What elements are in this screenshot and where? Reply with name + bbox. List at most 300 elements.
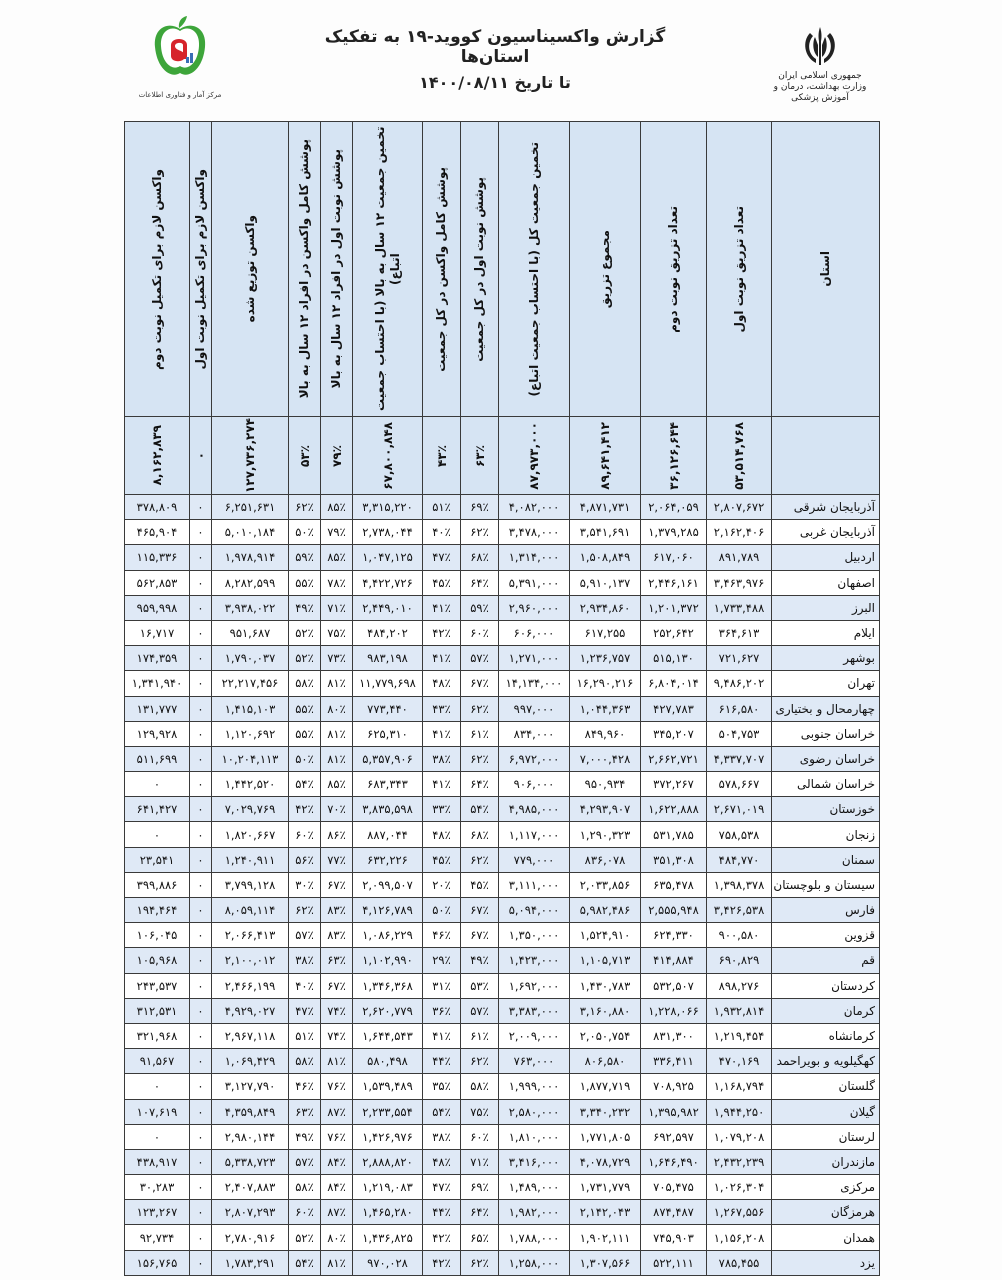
table-row [125, 671, 880, 696]
table-cell: ۹۸۳,۱۹۸ [353, 646, 423, 671]
table-cell: ۱,۴۳۶,۸۲۵ [353, 1225, 423, 1250]
table-cell: ۴,۹۲۹,۰۲۷ [212, 998, 289, 1023]
table-cell: ۵۱٪ [289, 1023, 321, 1048]
table-cell: ۶۳٪ [321, 948, 353, 973]
table-cell: ۳,۵۴۱,۶۹۱ [570, 520, 641, 545]
table-cell: ۱,۵۲۴,۹۱۰ [570, 923, 641, 948]
table-row [125, 948, 880, 973]
table-cell: ۷۶٪ [321, 1074, 353, 1099]
table-cell: ۵۱۱,۶۹۹ [125, 746, 190, 771]
table-cell: ۱۰,۲۰۴,۱۱۳ [212, 746, 289, 771]
table-cell: ۱,۲۵۸,۰۰۰ [499, 1250, 570, 1275]
table-cell: ۸۳٪ [321, 898, 353, 923]
table-cell: ۱۰۵,۹۶۸ [125, 948, 190, 973]
table-cell: ۵۴٪ [289, 1250, 321, 1275]
table-cell: ۰ [190, 1124, 212, 1149]
table-cell: ۷۴٪ [321, 998, 353, 1023]
table-cell: ۰ [190, 973, 212, 998]
table-cell: ۴۱٪ [423, 646, 461, 671]
table-cell: ۱,۱۰۲,۹۹۰ [353, 948, 423, 973]
table-cell: ۳,۴۷۸,۰۰۰ [499, 520, 570, 545]
table-cell: ۸۱٪ [321, 1049, 353, 1074]
table-cell: ۴,۲۹۳,۹۰۷ [570, 797, 641, 822]
table-cell: ۱,۹۷۸,۹۱۴ [212, 545, 289, 570]
table-cell: ۵۹٪ [289, 545, 321, 570]
table-cell: ۱,۵۰۸,۸۴۹ [570, 545, 641, 570]
table-cell: ۰ [190, 671, 212, 696]
table-cell: ۶۲٪ [289, 898, 321, 923]
table-row [125, 898, 880, 923]
table-cell: ۱,۳۷۹,۲۸۵ [641, 520, 707, 545]
table-cell: ۰ [190, 923, 212, 948]
table-cell: ۴۷۰,۱۶۹ [707, 1049, 772, 1074]
province-name: قم [772, 948, 880, 973]
table-cell: ۸۸۷,۰۴۴ [353, 822, 423, 847]
table-cell: ۱,۹۰۲,۱۱۱ [570, 1225, 641, 1250]
province-name: خوزستان [772, 797, 880, 822]
table-cell: ۵۴٪ [423, 1099, 461, 1124]
table-cell: ۶۷٪ [461, 671, 499, 696]
table-cell: ۷۴٪ [321, 1023, 353, 1048]
table-cell: ۳,۹۳۸,۰۲۲ [212, 595, 289, 620]
ministry-text: وزارت بهداشت، درمان و آموزش پزشکی [773, 82, 867, 103]
table-cell: ۶۴۱,۴۲۷ [125, 797, 190, 822]
column-header [289, 122, 321, 417]
table-cell: ۲,۴۰۷,۸۸۳ [212, 1175, 289, 1200]
table-cell: ۶۸٪ [461, 822, 499, 847]
table-cell: ۱۶,۷۱۷ [125, 620, 190, 645]
table-cell: ۶۰٪ [289, 822, 321, 847]
report-date: تا تاریخ ۱۴۰۰/۰۸/۱۱ [419, 73, 571, 92]
table-cell: ۲,۹۶۷,۱۱۸ [212, 1023, 289, 1048]
table-cell: ۳,۱۶۰,۸۸۰ [570, 998, 641, 1023]
table-cell: ۱۱,۷۷۹,۶۹۸ [353, 671, 423, 696]
table-cell: ۱,۱۶۸,۷۹۴ [707, 1074, 772, 1099]
table-cell: ۰ [190, 1225, 212, 1250]
table-cell: ۵۸٪ [289, 1049, 321, 1074]
total-cell [772, 417, 880, 495]
total-value: ۶۳٪ [472, 444, 487, 467]
table-cell: ۱,۲۶۷,۵۵۶ [707, 1200, 772, 1225]
total-cell [570, 417, 641, 495]
table-cell: ۴۴٪ [423, 1049, 461, 1074]
table-cell: ۱,۸۷۷,۷۱۹ [570, 1074, 641, 1099]
table-cell: ۱,۴۶۵,۲۸۰ [353, 1200, 423, 1225]
table-cell: ۶۱۶,۵۸۰ [707, 696, 772, 721]
table-cell: ۱,۰۶۹,۴۲۹ [212, 1049, 289, 1074]
total-value: ۴۳٪ [434, 444, 449, 467]
table-cell: ۸۳۶,۰۷۸ [570, 847, 641, 872]
table-row [125, 772, 880, 797]
table-cell: ۵۵٪ [289, 570, 321, 595]
table-cell: ۰ [190, 847, 212, 872]
province-name: همدان [772, 1225, 880, 1250]
table-cell: ۶۸٪ [461, 545, 499, 570]
column-header-label: استان [818, 251, 832, 287]
table-cell: ۵,۹۱۰,۱۳۷ [570, 570, 641, 595]
table-cell: ۰ [190, 746, 212, 771]
table-cell: ۱۶,۲۹۰,۲۱۶ [570, 671, 641, 696]
table-cell: ۷۰٪ [321, 797, 353, 822]
table-cell: ۶۲۵,۳۱۰ [353, 721, 423, 746]
table-cell: ۲,۰۹۹,۵۰۷ [353, 872, 423, 897]
table-cell: ۲,۸۰۷,۶۷۲ [707, 495, 772, 520]
table-cell: ۲,۶۷۱,۰۱۹ [707, 797, 772, 822]
column-header [423, 122, 461, 417]
table-cell: ۴,۴۲۲,۷۲۶ [353, 570, 423, 595]
table-cell: ۷۰۸,۹۲۵ [641, 1074, 707, 1099]
table-cell: ۸۳۴,۰۰۰ [499, 721, 570, 746]
table-row [125, 696, 880, 721]
table-cell: ۸۱٪ [321, 671, 353, 696]
table-cell: ۸۳٪ [321, 923, 353, 948]
table-cell: ۶۴٪ [461, 1200, 499, 1225]
table-cell: ۴۹٪ [461, 948, 499, 973]
table-cell: ۳۱۲,۵۳۱ [125, 998, 190, 1023]
table-cell: ۴۳۸,۹۱۷ [125, 1149, 190, 1174]
table-cell: ۸۹۱,۷۸۹ [707, 545, 772, 570]
table-cell: ۱,۱۲۰,۶۹۲ [212, 721, 289, 746]
province-name: البرز [772, 595, 880, 620]
table-cell: ۱۴,۱۳۴,۰۰۰ [499, 671, 570, 696]
table-cell: ۶۹۰,۸۲۹ [707, 948, 772, 973]
total-cell [423, 417, 461, 495]
table-cell: ۴۱٪ [423, 1023, 461, 1048]
table-cell: ۴۵٪ [423, 570, 461, 595]
table-cell: ۶۱٪ [461, 1023, 499, 1048]
table-cell: ۰ [190, 797, 212, 822]
table-cell: ۱,۷۸۳,۲۹۱ [212, 1250, 289, 1275]
table-cell: ۵۷۸,۶۶۷ [707, 772, 772, 797]
table-cell: ۲۴۳,۵۳۷ [125, 973, 190, 998]
table-cell: ۱,۶۲۲,۸۸۸ [641, 797, 707, 822]
table-cell: ۵,۰۱۰,۱۸۴ [212, 520, 289, 545]
table-cell: ۱۰۶,۰۴۵ [125, 923, 190, 948]
table-cell: ۴,۱۲۶,۷۸۹ [353, 898, 423, 923]
table-cell: ۵۷٪ [461, 998, 499, 1023]
table-cell: ۷۹٪ [321, 520, 353, 545]
table-cell: ۸۴۹,۹۶۰ [570, 721, 641, 746]
table-cell: ۱۹۴,۴۶۴ [125, 898, 190, 923]
table-cell: ۱,۶۹۲,۰۰۰ [499, 973, 570, 998]
table-cell: ۱,۴۲۳,۰۰۰ [499, 948, 570, 973]
table-cell: ۲,۰۳۳,۸۵۶ [570, 872, 641, 897]
province-name: ایلام [772, 620, 880, 645]
table-cell: ۱,۹۴۴,۲۵۰ [707, 1099, 772, 1124]
table-cell: ۰ [190, 696, 212, 721]
table-cell: ۹۵۹,۹۹۸ [125, 595, 190, 620]
province-name: زنجان [772, 822, 880, 847]
table-cell: ۶۵٪ [461, 1225, 499, 1250]
table-row [125, 973, 880, 998]
table-cell: ۲,۶۲۰,۷۷۹ [353, 998, 423, 1023]
province-name: قزوین [772, 923, 880, 948]
table-cell: ۱۵۶,۷۶۵ [125, 1250, 190, 1275]
table-cell: ۴۸۴,۷۷۰ [707, 847, 772, 872]
table-cell: ۴۵٪ [461, 872, 499, 897]
column-header [641, 122, 707, 417]
table-cell: ۱,۸۱۰,۰۰۰ [499, 1124, 570, 1149]
table-cell: ۶۷٪ [321, 973, 353, 998]
table-cell: ۳۱٪ [423, 973, 461, 998]
table-cell: ۱,۰۲۶,۳۰۴ [707, 1175, 772, 1200]
table-cell: ۲,۷۳۸,۰۴۴ [353, 520, 423, 545]
table-cell: ۴۱۴,۸۸۴ [641, 948, 707, 973]
table-cell: ۱,۲۱۹,۴۵۴ [707, 1023, 772, 1048]
table-cell: ۵۳٪ [461, 973, 499, 998]
table-cell: ۱۰۷,۶۱۹ [125, 1099, 190, 1124]
table-cell: ۳,۸۳۵,۵۹۸ [353, 797, 423, 822]
table-cell: ۳۳٪ [423, 797, 461, 822]
province-name: گیلان [772, 1099, 880, 1124]
total-value: ۸,۱۶۲,۸۳۹ [150, 425, 164, 486]
table-row [125, 545, 880, 570]
table-row [125, 1250, 880, 1275]
table-cell: ۲,۶۶۲,۷۲۱ [641, 746, 707, 771]
table-cell: ۶۷٪ [321, 872, 353, 897]
column-header [353, 122, 423, 417]
column-header-label: تعداد تزریق نوبت اول [731, 205, 746, 333]
table-cell: ۱,۲۹۰,۳۲۳ [570, 822, 641, 847]
table-cell: ۶۱۷,۰۶۰ [641, 545, 707, 570]
table-cell: ۷۳٪ [321, 646, 353, 671]
total-cell [212, 417, 289, 495]
table-cell: ۱,۹۳۲,۸۱۴ [707, 998, 772, 1023]
table-cell: ۳۸٪ [423, 1124, 461, 1149]
table-cell: ۴۲٪ [423, 1250, 461, 1275]
table-cell: ۸۷۴,۴۸۷ [641, 1200, 707, 1225]
table-cell: ۱,۲۳۶,۷۵۷ [570, 646, 641, 671]
column-header [707, 122, 772, 417]
table-row [125, 595, 880, 620]
province-name: چهارمحال و بختیاری [772, 696, 880, 721]
table-cell: ۱۷۴,۳۵۹ [125, 646, 190, 671]
table-cell: ۲۵۲,۶۴۲ [641, 620, 707, 645]
table-cell: ۱,۲۲۸,۰۶۶ [641, 998, 707, 1023]
table-cell: ۵,۹۸۲,۴۸۶ [570, 898, 641, 923]
table-cell: ۷۷٪ [321, 847, 353, 872]
province-name: گلستان [772, 1074, 880, 1099]
table-cell: ۴۷٪ [423, 545, 461, 570]
table-cell: ۰ [190, 1049, 212, 1074]
table-cell: ۳,۱۱۱,۰۰۰ [499, 872, 570, 897]
table-cell: ۱,۲۰۱,۳۷۲ [641, 595, 707, 620]
table-cell: ۷۵٪ [321, 620, 353, 645]
table-cell: ۷۰۵,۴۷۵ [641, 1175, 707, 1200]
total-cell [499, 417, 570, 495]
table-cell: ۰ [190, 570, 212, 595]
table-cell: ۵۸٪ [289, 1175, 321, 1200]
table-row [125, 520, 880, 545]
table-cell: ۵۳۱,۷۸۵ [641, 822, 707, 847]
table-cell: ۷۴۵,۹۰۳ [641, 1225, 707, 1250]
table-cell: ۹۹۷,۰۰۰ [499, 696, 570, 721]
table-cell: ۶,۹۷۲,۰۰۰ [499, 746, 570, 771]
table-cell: ۰ [190, 1250, 212, 1275]
table-cell: ۶۱٪ [461, 721, 499, 746]
table-cell: ۲,۱۶۲,۴۰۶ [707, 520, 772, 545]
table-cell: ۲,۰۶۶,۴۱۳ [212, 923, 289, 948]
table-row [125, 570, 880, 595]
table-cell: ۱,۳۰۷,۵۶۶ [570, 1250, 641, 1275]
table-cell: ۱,۳۵۰,۰۰۰ [499, 923, 570, 948]
table-cell: ۴,۳۳۷,۷۰۷ [707, 746, 772, 771]
column-header [212, 122, 289, 417]
table-cell: ۹۰۰,۵۸۰ [707, 923, 772, 948]
column-header-label: واکسن لازم برای تکمیل نوبت اول [193, 168, 207, 370]
table-cell: ۵۲٪ [289, 620, 321, 645]
table-cell: ۱,۳۴۱,۹۴۰ [125, 671, 190, 696]
province-name: لرستان [772, 1124, 880, 1149]
table-cell: ۶۷٪ [461, 923, 499, 948]
table-cell: ۲,۰۰۹,۰۰۰ [499, 1023, 570, 1048]
table-cell: ۸۰٪ [321, 1225, 353, 1250]
table-row [125, 721, 880, 746]
table-cell: ۳,۴۱۶,۰۰۰ [499, 1149, 570, 1174]
table-cell: ۳۶٪ [423, 998, 461, 1023]
table-cell: ۱,۳۹۵,۹۸۲ [641, 1099, 707, 1124]
total-cell [353, 417, 423, 495]
total-cell [641, 417, 707, 495]
table-cell: ۶۳۲,۲۲۶ [353, 847, 423, 872]
table-cell: ۳۶۴,۶۱۳ [707, 620, 772, 645]
table-cell: ۱,۳۱۴,۰۰۰ [499, 545, 570, 570]
table-cell: ۷,۰۰۰,۴۲۸ [570, 746, 641, 771]
table-cell: ۲,۴۴۶,۱۶۱ [641, 570, 707, 595]
total-value: ۶۷,۸۰۰,۸۴۸ [380, 421, 395, 490]
table-cell: ۲,۸۸۸,۸۲۰ [353, 1149, 423, 1174]
table-cell: ۰ [190, 872, 212, 897]
table-cell: ۴۴٪ [423, 1200, 461, 1225]
table-cell: ۸۷٪ [321, 1200, 353, 1225]
table-cell: ۰ [190, 1149, 212, 1174]
table-cell: ۶۲٪ [461, 1250, 499, 1275]
table-cell: ۷۲۱,۶۲۷ [707, 646, 772, 671]
table-cell: ۵,۰۹۴,۰۰۰ [499, 898, 570, 923]
table-cell: ۴۶۵,۹۰۴ [125, 520, 190, 545]
province-name: بوشهر [772, 646, 880, 671]
table-cell: ۵۸٪ [461, 1074, 499, 1099]
total-cell [125, 417, 190, 495]
table-cell: ۸۳۱,۳۰۰ [641, 1023, 707, 1048]
table-cell: ۶,۸۰۴,۰۱۴ [641, 671, 707, 696]
table-cell: ۴۹٪ [289, 1124, 321, 1149]
column-header-label: پوشش کامل واکسن در افراد ۱۲ سال به بالا [297, 139, 311, 399]
table-cell: ۹۱,۵۶۷ [125, 1049, 190, 1074]
table-row [125, 1099, 880, 1124]
table-cell: ۷۶۳,۰۰۰ [499, 1049, 570, 1074]
province-name: اردبیل [772, 545, 880, 570]
table-cell: ۱,۹۹۹,۰۰۰ [499, 1074, 570, 1099]
table-cell: ۵۶۲,۸۵۳ [125, 570, 190, 595]
table-cell: ۲,۴۴۹,۰۱۰ [353, 595, 423, 620]
total-value: ۸۹,۶۴۱,۴۱۲ [598, 421, 612, 490]
total-value: ۷۹٪ [329, 444, 344, 467]
table-cell: ۴۸۴,۲۰۲ [353, 620, 423, 645]
table-cell: ۱,۲۴۰,۹۱۱ [212, 847, 289, 872]
table-cell: ۵۹٪ [461, 595, 499, 620]
table-cell: ۰ [125, 1074, 190, 1099]
table-cell: ۲,۰۶۴,۰۵۹ [641, 495, 707, 520]
province-name: سیستان و بلوچستان [772, 872, 880, 897]
table-cell: ۳۰٪ [289, 872, 321, 897]
table-cell: ۸,۲۸۲,۵۹۹ [212, 570, 289, 595]
table-cell: ۳,۷۹۹,۱۲۸ [212, 872, 289, 897]
table-cell: ۵۰٪ [423, 898, 461, 923]
table-cell: ۰ [125, 772, 190, 797]
gov-text: جمهوری اسلامی ایران [778, 71, 862, 81]
table-cell: ۶۸۳,۳۴۳ [353, 772, 423, 797]
table-cell: ۱,۷۹۰,۰۳۷ [212, 646, 289, 671]
table-cell: ۶,۲۵۱,۶۳۱ [212, 495, 289, 520]
table-cell: ۴۲٪ [289, 797, 321, 822]
table-cell: ۷۵٪ [461, 1099, 499, 1124]
province-name: فارس [772, 898, 880, 923]
table-cell: ۴۸٪ [423, 1149, 461, 1174]
table-cell: ۳۹۹,۸۸۶ [125, 872, 190, 897]
table-cell: ۶۹٪ [461, 1175, 499, 1200]
table-row [125, 620, 880, 645]
table-cell: ۴,۳۵۹,۸۴۹ [212, 1099, 289, 1124]
table-cell: ۲۰٪ [423, 872, 461, 897]
table-row [125, 646, 880, 671]
table-cell: ۳۵۱,۳۰۸ [641, 847, 707, 872]
table-cell: ۶۹۲,۵۹۷ [641, 1124, 707, 1149]
table-cell: ۷۷۹,۰۰۰ [499, 847, 570, 872]
table-cell: ۲,۵۸۰,۰۰۰ [499, 1099, 570, 1124]
table-cell: ۴۳٪ [423, 696, 461, 721]
table-cell: ۱,۰۴۷,۱۲۵ [353, 545, 423, 570]
table-cell: ۳۰,۲۸۳ [125, 1175, 190, 1200]
table-cell: ۴۸٪ [423, 822, 461, 847]
table-cell: ۵۰۴,۷۵۳ [707, 721, 772, 746]
table-cell: ۶۲٪ [289, 495, 321, 520]
table-cell: ۲۲,۲۱۷,۴۵۶ [212, 671, 289, 696]
table-cell: ۳,۳۱۵,۲۲۰ [353, 495, 423, 520]
table-row [125, 495, 880, 520]
table-row [125, 1225, 880, 1250]
table-cell: ۶۲۴,۳۳۰ [641, 923, 707, 948]
table-cell: ۶۲٪ [461, 520, 499, 545]
table-cell: ۸۰۶,۵۸۰ [570, 1049, 641, 1074]
table-cell: ۵۷٪ [461, 646, 499, 671]
table-cell: ۴,۰۸۲,۰۰۰ [499, 495, 570, 520]
table-cell: ۸۱٪ [321, 721, 353, 746]
province-name: کرمانشاه [772, 1023, 880, 1048]
table-cell: ۱,۰۴۴,۳۶۳ [570, 696, 641, 721]
table-row [125, 746, 880, 771]
column-header [570, 122, 641, 417]
table-cell: ۴۷٪ [289, 998, 321, 1023]
table-cell: ۸۱٪ [321, 746, 353, 771]
table-cell: ۵۱٪ [423, 495, 461, 520]
table-cell: ۵۳۲,۵۰۷ [641, 973, 707, 998]
table-cell: ۵۷٪ [289, 1149, 321, 1174]
province-name: خراسان شمالی [772, 772, 880, 797]
table-cell: ۰ [190, 1200, 212, 1225]
table-cell: ۱,۰۸۶,۲۲۹ [353, 923, 423, 948]
table-cell: ۱۲۹,۹۲۸ [125, 721, 190, 746]
table-cell: ۴۹٪ [289, 595, 321, 620]
table-cell: ۶۰٪ [289, 1200, 321, 1225]
table-cell: ۹۵۱,۶۸۷ [212, 620, 289, 645]
table-cell: ۵۱۵,۱۳۰ [641, 646, 707, 671]
table-cell: ۱,۷۳۱,۷۷۹ [570, 1175, 641, 1200]
table-cell: ۶۳۵,۴۷۸ [641, 872, 707, 897]
table-cell: ۵,۳۵۷,۹۰۶ [353, 746, 423, 771]
table-cell: ۴۵٪ [423, 847, 461, 872]
table-cell: ۲۳,۵۴۱ [125, 847, 190, 872]
